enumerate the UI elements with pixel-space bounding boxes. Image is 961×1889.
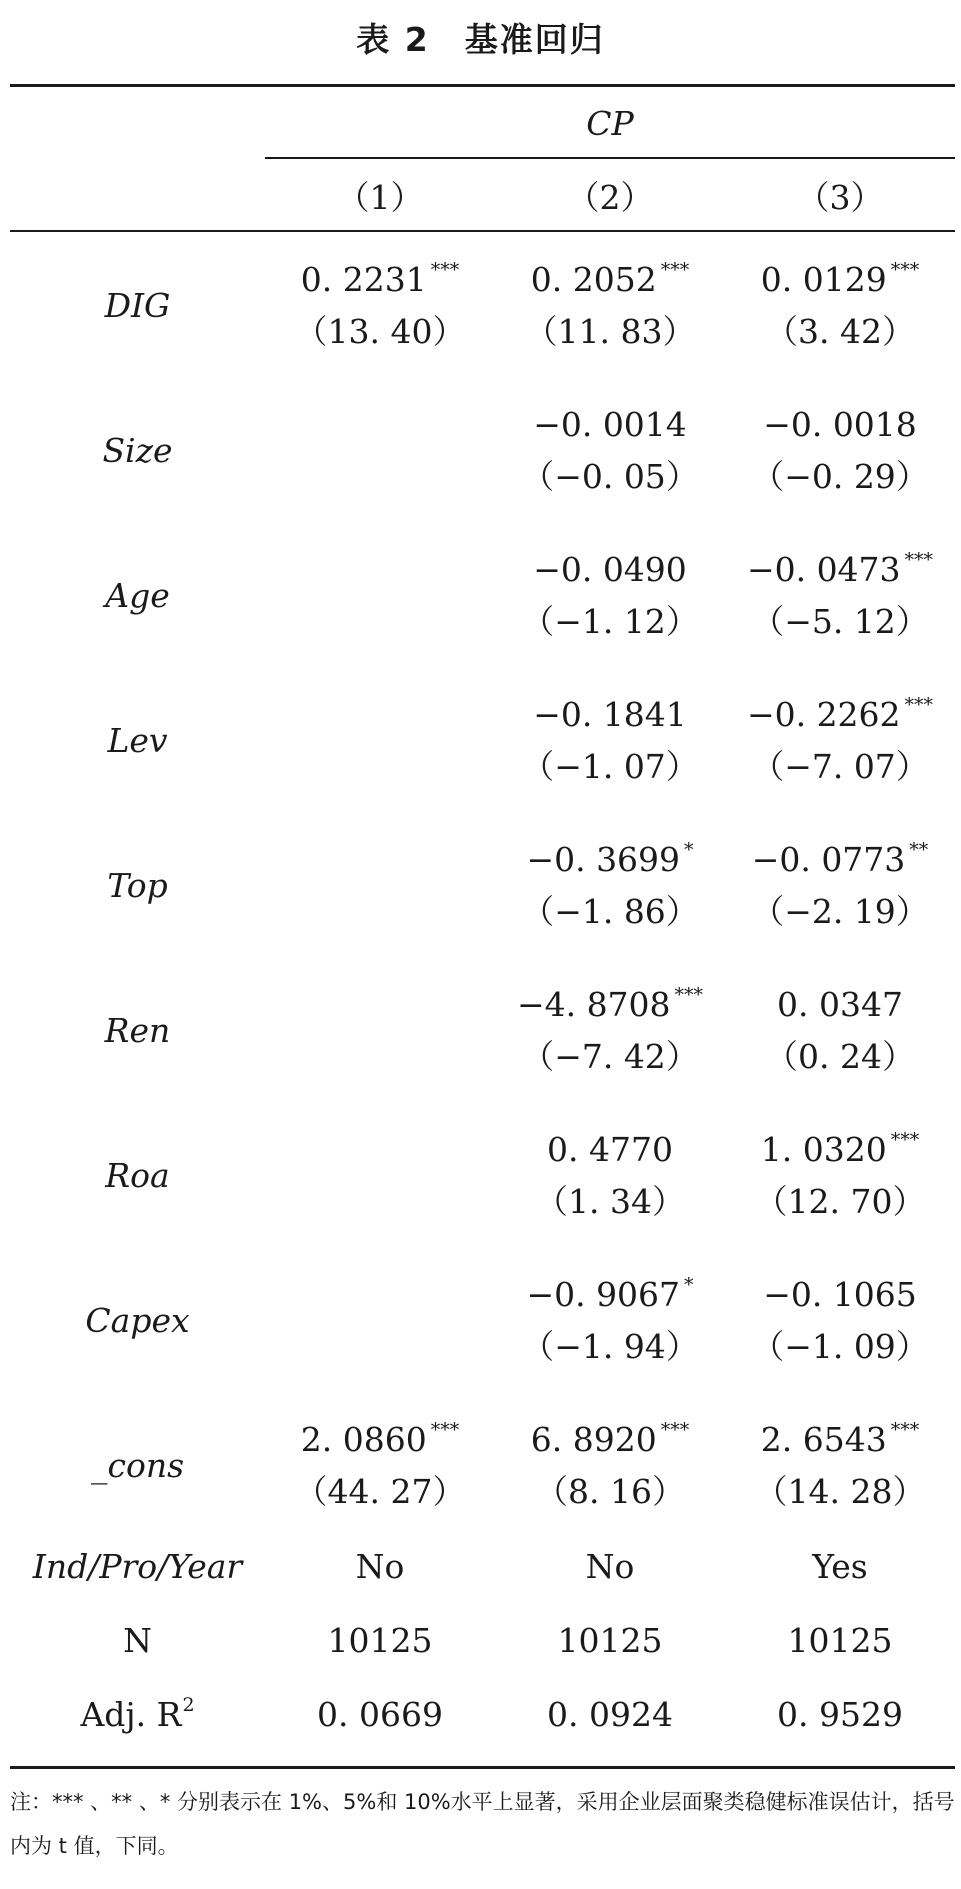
coefficient-value: −0. 9067 <box>526 1275 681 1314</box>
t-stat-cell: （3. 42） <box>765 312 915 351</box>
significance-stars: *** <box>904 694 934 716</box>
significance-stars: *** <box>890 1129 920 1151</box>
coefficient-cell <box>265 258 495 302</box>
t-stat-cell: （−1. 12） <box>521 602 699 641</box>
t-stat-cell: （−1. 07） <box>521 747 699 786</box>
row-label-roa: Roa <box>105 1156 170 1195</box>
t-stat-cell: （−7. 07） <box>751 747 929 786</box>
footer-label: Ind/Pro/Year <box>32 1547 243 1586</box>
coefficient-value: 0. 4770 <box>547 1130 673 1169</box>
coefficient-value: −0. 1065 <box>763 1275 917 1314</box>
footer-value: No <box>585 1547 635 1586</box>
top-rule <box>10 84 955 87</box>
t-stat-cell: （8. 16） <box>535 1472 685 1511</box>
t-stat-cell: （−2. 19） <box>751 892 929 931</box>
coefficient-value: −0. 2262 <box>746 695 901 734</box>
significance-stars: *** <box>674 984 704 1006</box>
coefficient-value: −0. 0018 <box>763 405 917 444</box>
row-label-size: Size <box>102 431 173 470</box>
column-header-2: （2） <box>566 178 654 217</box>
t-stat-cell: （−0. 29） <box>751 457 929 496</box>
footer-value: 10125 <box>557 1621 663 1660</box>
coefficient-cell <box>725 258 955 302</box>
coefficient-value: 2. 6543 <box>760 1420 887 1459</box>
t-stat-cell: （13. 40） <box>294 312 466 351</box>
t-stat-cell: （−1. 86） <box>521 892 699 931</box>
row-label-cons: _cons <box>90 1446 185 1485</box>
adj-r2-superscript: 2 <box>182 1694 195 1716</box>
row-label-age: Age <box>105 576 170 615</box>
coefficient-cell <box>725 838 955 882</box>
coefficient-value: 0. 2052 <box>530 260 657 299</box>
adj-r2-value: 0. 9529 <box>777 1695 903 1734</box>
coefficient-cell <box>725 403 955 447</box>
coefficient-cell <box>725 693 955 737</box>
coefficient-cell <box>725 1128 955 1172</box>
significance-stars: *** <box>430 259 460 281</box>
t-stat-cell: （1. 34） <box>535 1182 685 1221</box>
coefficient-value: −0. 0473 <box>746 550 901 589</box>
coefficient-cell <box>495 1418 725 1462</box>
footer-value: No <box>355 1547 405 1586</box>
adj-r2-value: 0. 0924 <box>547 1695 673 1734</box>
significance-stars: *** <box>904 549 934 571</box>
row-label-capex: Capex <box>85 1301 190 1340</box>
significance-stars: * <box>684 839 694 861</box>
significance-stars: *** <box>660 259 690 281</box>
row-label-ren: Ren <box>104 1011 171 1050</box>
coefficient-cell <box>495 693 725 737</box>
t-stat-cell: （14. 28） <box>754 1472 926 1511</box>
group-header-cp: CP <box>586 104 634 143</box>
header-rule <box>10 230 955 232</box>
t-stat-cell: （11. 83） <box>524 312 696 351</box>
bottom-rule <box>10 1766 955 1769</box>
coefficient-value: 0. 0129 <box>760 260 887 299</box>
t-stat-cell: （−1. 09） <box>751 1327 929 1366</box>
row-label-top: Top <box>107 866 168 905</box>
significance-stars: *** <box>890 1419 920 1441</box>
footer-value: Yes <box>812 1547 868 1586</box>
t-stat-cell: （12. 70） <box>754 1182 926 1221</box>
t-stat-cell: （−0. 05） <box>521 457 699 496</box>
coefficient-value: 1. 0320 <box>760 1130 887 1169</box>
significance-stars: *** <box>660 1419 690 1441</box>
t-stat-cell: （−1. 94） <box>521 1327 699 1366</box>
coefficient-value: 2. 0860 <box>300 1420 427 1459</box>
significance-stars: * <box>684 1274 694 1296</box>
table-note: 注：*** 、** 、* 分别表示在 1%、5%和 10%水平上显著，采用企业层面聚类稳健标准误估计，括号内为 t 值，下同。 <box>10 1790 955 1858</box>
coefficient-value: 0. 0347 <box>777 985 903 1024</box>
significance-stars: ** <box>909 839 929 861</box>
significance-stars: *** <box>430 1419 460 1441</box>
coefficient-cell <box>265 1418 495 1462</box>
row-label-dig: DIG <box>104 286 171 325</box>
t-stat-cell: （0. 24） <box>765 1037 915 1076</box>
coefficient-value: −4. 8708 <box>516 985 671 1024</box>
coefficient-value: −0. 0014 <box>533 405 687 444</box>
significance-stars: *** <box>890 259 920 281</box>
coefficient-value: −0. 1841 <box>533 695 687 734</box>
column-header-1: （1） <box>336 178 424 217</box>
coefficient-cell <box>495 548 725 592</box>
adj-r2-value: 0. 0669 <box>317 1695 443 1734</box>
row-label-lev: Lev <box>107 721 168 760</box>
coefficient-value: 6. 8920 <box>530 1420 657 1459</box>
coefficient-cell <box>495 403 725 447</box>
coefficient-value: −0. 0773 <box>751 840 906 879</box>
footer-value: 10125 <box>327 1621 433 1660</box>
adj-r2-label <box>10 1693 265 1737</box>
coefficient-cell <box>495 838 725 882</box>
t-stat-cell: （−5. 12） <box>751 602 929 641</box>
coefficient-cell <box>725 983 955 1027</box>
coefficient-cell <box>725 1418 955 1462</box>
coefficient-value: −0. 0490 <box>533 550 687 589</box>
coefficient-cell <box>495 258 725 302</box>
t-stat-cell: （−7. 42） <box>521 1037 699 1076</box>
coefficient-cell <box>495 983 725 1027</box>
column-header-3: （3） <box>796 178 884 217</box>
footer-label: N <box>123 1621 152 1660</box>
table-title: 表 2 基准回归 <box>356 20 605 59</box>
coefficient-cell <box>725 548 955 592</box>
coefficient-cell <box>495 1273 725 1317</box>
coefficient-cell <box>495 1128 725 1172</box>
coefficient-cell <box>725 1273 955 1317</box>
group-rule <box>265 157 955 159</box>
coefficient-value: 0. 2231 <box>300 260 427 299</box>
coefficient-value: −0. 3699 <box>526 840 681 879</box>
footer-value: 10125 <box>787 1621 893 1660</box>
t-stat-cell: （44. 27） <box>294 1472 466 1511</box>
adj-r2-label-text: Adj. R <box>80 1695 182 1734</box>
